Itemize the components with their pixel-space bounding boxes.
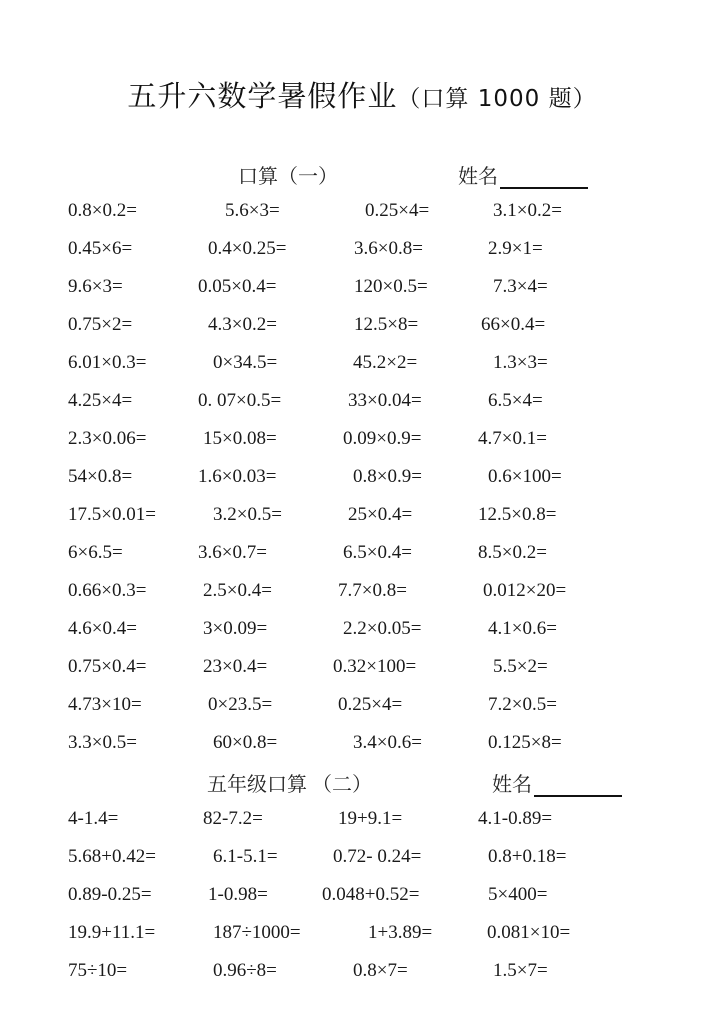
problem: 2.3×0.06=	[68, 428, 147, 449]
problem: 6.01×0.3=	[68, 352, 147, 373]
problem: 25×0.4=	[348, 504, 413, 525]
problem: 0.012×20=	[483, 580, 567, 601]
problem: 0.75×0.4=	[68, 656, 147, 677]
problem: 33×0.04=	[348, 390, 422, 411]
section-2-name-field[interactable]	[492, 768, 622, 797]
problem: 4.6×0.4=	[68, 618, 137, 639]
problem: 120×0.5=	[354, 276, 428, 297]
title-main: 五升六数学暑假作业	[127, 79, 398, 113]
problem: 3.2×0.5=	[213, 504, 282, 525]
problem: 0.09×0.9=	[343, 428, 422, 449]
problem: 6.1-5.1=	[213, 846, 278, 867]
problem: 1.5×7=	[493, 960, 548, 981]
problem: 1-0.98=	[208, 884, 268, 905]
problem: 0.25×4=	[365, 200, 430, 221]
problem: 60×0.8=	[213, 732, 278, 753]
name-label: 姓名	[458, 166, 498, 188]
problem: 0.8×7=	[353, 960, 408, 981]
title-sub: （口算 1000 题）	[397, 86, 597, 112]
problem: 12.5×8=	[354, 314, 419, 335]
problem: 0.72- 0.24=	[333, 846, 422, 867]
problem: 4.1-0.89=	[478, 808, 553, 829]
problem: 3.6×0.8=	[354, 238, 423, 259]
problem: 0×23.5=	[208, 694, 273, 715]
problem: 0.25×4=	[338, 694, 403, 715]
problem: 0. 07×0.5=	[198, 390, 282, 411]
problem: 45.2×2=	[353, 352, 418, 373]
problem: 15×0.08=	[203, 428, 277, 449]
problem: 0.75×2=	[68, 314, 133, 335]
problem: 19.9+11.1=	[68, 922, 156, 943]
problem: 0.8+0.18=	[488, 846, 567, 867]
problem: 0.32×100=	[333, 656, 417, 677]
problem: 3.1×0.2=	[493, 200, 562, 221]
problem: 0×34.5=	[213, 352, 278, 373]
problem: 5.5×2=	[493, 656, 548, 677]
problem: 19+9.1=	[338, 808, 403, 829]
problem: 0.89-0.25=	[68, 884, 152, 905]
problem: 4.3×0.2=	[208, 314, 277, 335]
problem: 4.73×10=	[68, 694, 142, 715]
problem: 12.5×0.8=	[478, 504, 557, 525]
problem: 0.96÷8=	[213, 960, 277, 981]
problem: 0.8×0.9=	[353, 466, 422, 487]
problem: 4.25×4=	[68, 390, 133, 411]
problem: 2.2×0.05=	[343, 618, 422, 639]
problem: 3.6×0.7=	[198, 542, 267, 563]
problem: 5.68+0.42=	[68, 846, 156, 867]
problem: 17.5×0.01=	[68, 504, 156, 525]
problem: 0.6×100=	[488, 466, 562, 487]
problem: 6.5×0.4=	[343, 542, 412, 563]
problem: 6.5×4=	[488, 390, 543, 411]
problem: 82-7.2=	[203, 808, 263, 829]
problem: 4-1.4=	[68, 808, 119, 829]
problem: 187÷1000=	[213, 922, 301, 943]
problem: 7.3×4=	[493, 276, 548, 297]
problem: 0.4×0.25=	[208, 238, 287, 259]
problem: 0.66×0.3=	[68, 580, 147, 601]
problem: 0.081×10=	[487, 922, 571, 943]
problem: 4.7×0.1=	[478, 428, 547, 449]
problem: 75÷10=	[68, 960, 128, 981]
problem: 3.3×0.5=	[68, 732, 137, 753]
name-blank-line[interactable]	[534, 775, 622, 797]
problem: 5×400=	[488, 884, 548, 905]
problem: 23×0.4=	[203, 656, 268, 677]
problem: 7.2×0.5=	[488, 694, 557, 715]
problem: 0.048+0.52=	[322, 884, 420, 905]
problem: 1+3.89=	[368, 922, 433, 943]
section-2-header: 五年级口算 （二）	[207, 774, 372, 796]
problem: 0.125×8=	[488, 732, 562, 753]
problem: 3×0.09=	[203, 618, 268, 639]
problem: 2.9×1=	[488, 238, 543, 259]
problem: 3.4×0.6=	[353, 732, 422, 753]
name-blank-line[interactable]	[500, 167, 588, 189]
problem: 9.6×3=	[68, 276, 123, 297]
problem: 0.05×0.4=	[198, 276, 277, 297]
problem: 4.1×0.6=	[488, 618, 557, 639]
problem: 66×0.4=	[481, 314, 546, 335]
page-title	[0, 74, 724, 115]
name-label: 姓名	[492, 774, 532, 796]
problem: 2.5×0.4=	[203, 580, 272, 601]
section-1-name-field[interactable]	[458, 160, 588, 189]
problem: 5.6×3=	[225, 200, 280, 221]
problem: 6×6.5=	[68, 542, 123, 563]
problem: 1.6×0.03=	[198, 466, 277, 487]
problem: 0.8×0.2=	[68, 200, 137, 221]
problem: 1.3×3=	[493, 352, 548, 373]
problem: 54×0.8=	[68, 466, 133, 487]
problem: 7.7×0.8=	[338, 580, 407, 601]
problem: 0.45×6=	[68, 238, 133, 259]
section-1-header: 口算（一）	[238, 166, 338, 188]
problem: 8.5×0.2=	[478, 542, 547, 563]
